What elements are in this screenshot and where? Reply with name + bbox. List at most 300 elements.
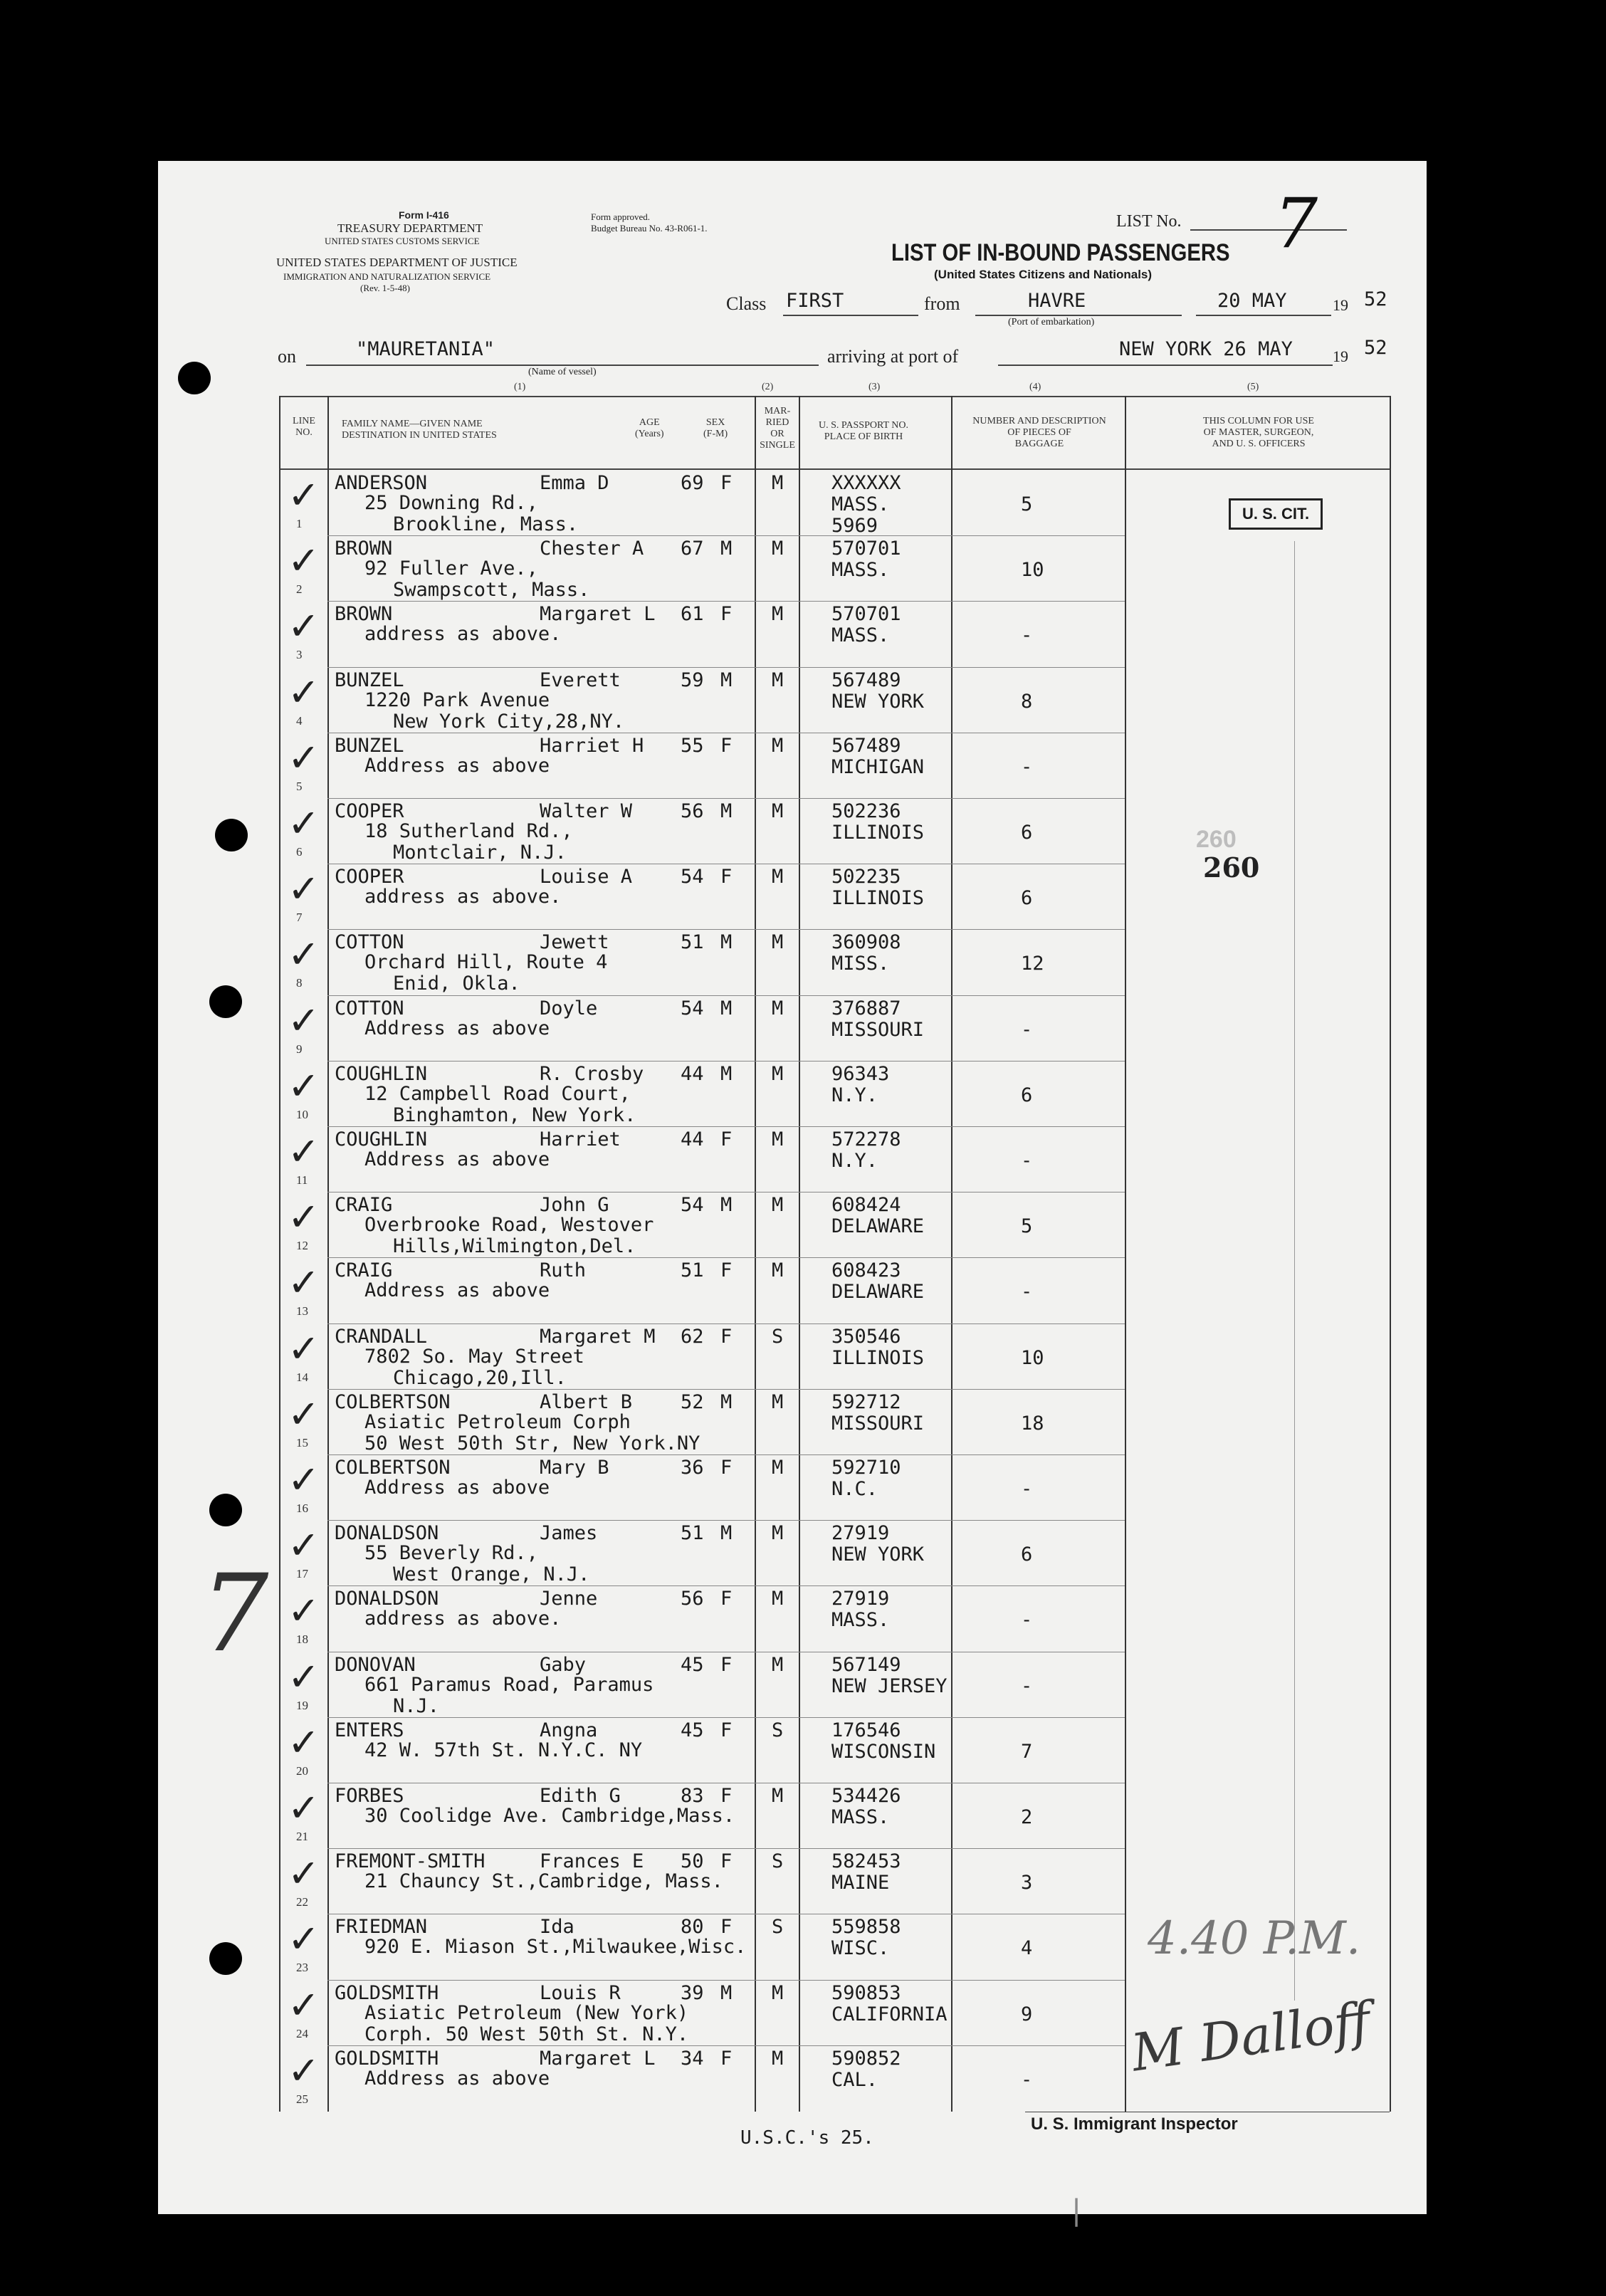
marital-status: M [772, 1194, 784, 1217]
passenger-sex: F [720, 1719, 733, 1741]
passport-birthplace: MICHIGAN [831, 755, 925, 778]
passenger-sex: F [720, 1457, 733, 1479]
passenger-age: 54 [681, 866, 704, 888]
marital-status: S [772, 1916, 784, 1939]
column-number: (3) [868, 382, 881, 392]
baggage-count: 3 [1021, 1872, 1033, 1894]
check-mark: ✓ [288, 866, 320, 912]
class-value: FIRST [786, 290, 844, 312]
line-number: 15 [296, 1435, 308, 1450]
baggage-count: 5 [1021, 493, 1033, 515]
check-mark: ✓ [288, 997, 320, 1043]
passport-birthplace: CALIFORNIA [831, 2003, 948, 2025]
check-mark: ✓ [288, 1523, 320, 1568]
destination-address: 12 Campbell Road Court, [364, 1082, 631, 1105]
passport-birthplace: 590853 [831, 1981, 901, 2004]
passenger-age: 55 [681, 734, 704, 757]
edge-mark: | [1068, 2194, 1086, 2227]
destination-address: Asiatic Petroleum (New York) [364, 2001, 689, 2024]
passport-birthplace: XXXXXX [831, 472, 901, 494]
justice-dept: UNITED STATES DEPARTMENT OF JUSTICE [276, 256, 518, 269]
destination-address: 50 West 50th Str, New York.NY [364, 1432, 700, 1454]
passenger-age: 44 [681, 1128, 704, 1150]
line-number: 23 [296, 1961, 308, 1975]
us-citizen-total: U.S.C.'s 25. [740, 2127, 874, 2149]
marital-status: M [772, 997, 784, 1019]
passenger-age: 69 [681, 472, 704, 494]
passenger-sex: M [720, 800, 733, 822]
passport-birthplace: CAL. [831, 2068, 878, 2091]
marital-status: M [772, 1588, 784, 1610]
us-citizen-stamp: U. S. CIT. [1229, 498, 1323, 530]
passenger-sex: M [720, 1390, 733, 1413]
passport-birthplace: 567149 [831, 1653, 901, 1676]
passenger-age: 59 [681, 669, 704, 691]
passport-birthplace: MISSOURI [831, 1018, 925, 1041]
header-married-single: MAR- RIED OR SINGLE [760, 406, 795, 451]
arrival-port-date: NEW YORK 26 MAY [1119, 338, 1293, 360]
passenger-surname: BUNZEL [335, 669, 404, 691]
passenger-age: 44 [681, 1062, 704, 1085]
passenger-age: 51 [681, 931, 704, 954]
passport-birthplace: 592712 [831, 1390, 901, 1413]
passenger-surname: GOLDSMITH [335, 2047, 439, 2070]
year-prefix: 19 [1333, 347, 1348, 365]
baggage-count: 18 [1021, 1412, 1044, 1435]
check-mark: ✓ [288, 1195, 320, 1240]
passport-birthplace: ILLINOIS [831, 887, 925, 910]
passenger-age: 52 [681, 1390, 704, 1413]
marital-status: M [772, 1062, 784, 1085]
passport-birthplace: N.Y. [831, 1150, 878, 1172]
budget-bureau: Budget Bureau No. 43-R061-1. [591, 223, 708, 234]
check-mark: ✓ [288, 1786, 320, 1830]
on-label: on [278, 346, 296, 367]
from-label: from [924, 293, 960, 314]
passenger-age: 34 [681, 2047, 704, 2070]
line-number: 20 [296, 1763, 308, 1778]
punch-hole [178, 362, 211, 394]
document-subtitle: (United States Citizens and Nationals) [934, 268, 1153, 281]
passenger-surname: BROWN [335, 603, 393, 626]
passenger-age: 50 [681, 1850, 704, 1873]
passport-birthplace: 534426 [831, 1785, 901, 1807]
baggage-count: - [1021, 1281, 1033, 1304]
passenger-age: 56 [681, 1588, 704, 1610]
passenger-sex: M [720, 538, 733, 560]
column-number: (2) [762, 382, 774, 392]
passenger-given-name: Chester A [540, 538, 644, 560]
line-number: 1 [296, 517, 303, 530]
destination-address: Binghamton, New York. [393, 1104, 636, 1126]
passenger-sex: M [720, 1062, 733, 1085]
line-number: 6 [296, 845, 303, 859]
passenger-surname: CRANDALL [335, 1325, 428, 1348]
passport-birthplace: 360908 [831, 931, 901, 954]
passport-birthplace: MASS. [831, 559, 890, 582]
line-number: 3 [296, 648, 303, 662]
column-number: (4) [1029, 382, 1041, 392]
passenger-surname: COTTON [335, 931, 404, 954]
destination-address: 42 W. 57th St. N.Y.C. NY [364, 1739, 643, 1761]
marital-status: M [772, 1653, 784, 1676]
marital-status: M [772, 1522, 784, 1545]
passenger-age: 67 [681, 538, 704, 560]
baggage-count: 10 [1021, 1346, 1044, 1369]
marital-status: M [772, 1785, 784, 1807]
destination-address: address as above. [364, 623, 562, 646]
marital-status: S [772, 1325, 784, 1348]
destination-address: 55 Beverly Rd., [364, 1542, 538, 1565]
passenger-sex: M [720, 1194, 733, 1217]
header-baggage: NUMBER AND DESCRIPTION OF PIECES OF BAGGAGE [972, 416, 1106, 449]
passenger-sex: M [720, 669, 733, 691]
destination-address: address as above. [364, 1608, 562, 1630]
treasury-dept: TREASURY DEPARTMENT [337, 221, 483, 235]
line-number: 19 [296, 1698, 308, 1712]
line-number: 10 [296, 1107, 308, 1121]
passport-birthplace: 5969 [831, 515, 878, 537]
check-mark: ✓ [288, 1588, 320, 1634]
marital-status: S [772, 1719, 784, 1741]
form-revision: (Rev. 1-5-48) [360, 283, 410, 293]
marital-status: M [772, 1390, 784, 1413]
check-mark: ✓ [288, 1719, 320, 1765]
passport-birthplace: 570701 [831, 538, 901, 560]
passenger-surname: ENTERS [335, 1719, 404, 1741]
passenger-given-name: Margaret L [540, 2047, 656, 2070]
check-mark: ✓ [288, 1129, 320, 1174]
passenger-age: 39 [681, 1981, 704, 2004]
vessel-name: "MAURETANIA" [356, 338, 495, 360]
passenger-surname: DONOVAN [335, 1653, 416, 1676]
marital-status: M [772, 734, 784, 757]
passport-birthplace: 502236 [831, 800, 901, 822]
passenger-sex: F [720, 1588, 733, 1610]
marital-status: M [772, 1981, 784, 2004]
destination-address: Orchard Hill, Route 4 [364, 951, 608, 974]
line-number: 18 [296, 1632, 308, 1647]
ins-service: IMMIGRATION AND NATURALIZATION SERVICE [283, 271, 491, 282]
passenger-given-name: Harriet H [540, 734, 644, 757]
baggage-count: 10 [1021, 559, 1044, 582]
destination-address: 25 Downing Rd., [364, 492, 538, 514]
passenger-given-name: Louis R [540, 1981, 621, 2004]
passport-birthplace: 376887 [831, 997, 901, 1019]
destination-address: 92 Fuller Ave., [364, 557, 538, 580]
passenger-given-name: Doyle [540, 997, 598, 1019]
margin-mark: 7 [201, 1552, 269, 1676]
passport-birthplace: 608424 [831, 1194, 901, 1217]
baggage-count: 6 [1021, 1543, 1033, 1566]
passenger-given-name: Everett [540, 669, 621, 691]
passport-birthplace: 570701 [831, 603, 901, 626]
line-number: 25 [296, 2092, 308, 2106]
passport-birthplace: WISCONSIN [831, 1740, 936, 1763]
passenger-given-name: Albert B [540, 1390, 633, 1413]
arriving-label: arriving at port of [827, 346, 959, 367]
passenger-sex: F [720, 2047, 733, 2070]
destination-address: Enid, Okla. [393, 973, 520, 995]
punch-hole [209, 985, 242, 1018]
passenger-surname: COOPER [335, 866, 404, 888]
destination-address: Address as above [364, 1017, 550, 1039]
line-number: 2 [296, 582, 303, 597]
passenger-surname: CRAIG [335, 1194, 393, 1217]
baggage-count: - [1021, 1018, 1033, 1041]
check-mark: ✓ [288, 735, 320, 780]
passenger-sex: M [720, 1981, 733, 2004]
passenger-surname: GOLDSMITH [335, 1981, 439, 2004]
list-number-label: LIST No. [1116, 212, 1182, 231]
check-mark: ✓ [288, 932, 320, 977]
destination-address: Address as above [364, 1279, 550, 1302]
passport-birthplace: 582453 [831, 1850, 901, 1873]
passenger-sex: M [720, 1522, 733, 1545]
destination-address: New York City,28,NY. [393, 710, 625, 733]
passenger-sex: F [720, 1653, 733, 1676]
year-prefix: 19 [1333, 296, 1348, 314]
passenger-surname: COLBERTSON [335, 1457, 451, 1479]
passport-birthplace: DELAWARE [831, 1281, 925, 1304]
passenger-given-name: Ida [540, 1916, 574, 1939]
passport-birthplace: ILLINOIS [831, 1346, 925, 1369]
passport-birthplace: 27919 [831, 1588, 890, 1610]
list-number: 7 [1274, 184, 1318, 263]
passport-birthplace: 567489 [831, 734, 901, 757]
passenger-sex: F [720, 866, 733, 888]
passport-birthplace: 572278 [831, 1128, 901, 1150]
passport-birthplace: 608423 [831, 1259, 901, 1282]
marital-status: M [772, 538, 784, 560]
destination-address: 1220 Park Avenue [364, 688, 550, 711]
embarkation-year: 52 [1364, 288, 1387, 310]
passport-birthplace: MASS. [831, 1609, 890, 1632]
baggage-count: - [1021, 1478, 1033, 1500]
column-number: (5) [1247, 382, 1259, 392]
passenger-given-name: Margaret L [540, 603, 656, 626]
passport-birthplace: 592710 [831, 1457, 901, 1479]
marital-status: M [772, 800, 784, 822]
marital-status: S [772, 1850, 784, 1873]
passenger-surname: DONALDSON [335, 1588, 439, 1610]
marital-status: M [772, 1128, 784, 1150]
line-number: 4 [296, 713, 303, 728]
passport-birthplace: NEW JERSEY [831, 1674, 948, 1697]
passport-birthplace: NEW YORK [831, 1543, 925, 1566]
check-mark: ✓ [288, 1457, 320, 1502]
destination-address: 30 Coolidge Ave. Cambridge,Mass. [364, 1805, 735, 1827]
punch-hole [209, 1494, 242, 1526]
passport-birthplace: WISC. [831, 1937, 890, 1960]
passport-birthplace: MASS. [831, 493, 890, 515]
baggage-count: - [1021, 755, 1033, 778]
baggage-count: - [1021, 1150, 1033, 1172]
destination-address: Overbrooke Road, Westover [364, 1214, 654, 1237]
check-mark: ✓ [288, 1917, 320, 1962]
passport-birthplace: N.C. [831, 1478, 878, 1500]
check-mark: ✓ [288, 538, 320, 584]
passport-birthplace: 502235 [831, 866, 901, 888]
passenger-given-name: Ruth [540, 1259, 587, 1282]
passenger-age: 54 [681, 997, 704, 1019]
destination-address: Montclair, N.J. [393, 842, 567, 864]
baggage-count: - [1021, 2068, 1033, 2091]
baggage-count: - [1021, 1674, 1033, 1697]
destination-address: Corph. 50 West 50th St. N.Y. [364, 2023, 689, 2045]
passenger-sex: F [720, 1785, 733, 1807]
from-value: HAVRE [1028, 290, 1086, 312]
passenger-given-name: R. Crosby [540, 1062, 644, 1085]
form-approved: Form approved. [591, 211, 651, 222]
punch-hole [209, 1942, 242, 1975]
marital-status: M [772, 669, 784, 691]
passport-birthplace: 590852 [831, 2047, 901, 2070]
passenger-given-name: Jenne [540, 1588, 598, 1610]
passport-birthplace: MISS. [831, 953, 890, 975]
line-number: 16 [296, 1501, 308, 1515]
passport-birthplace: MASS. [831, 624, 890, 647]
faint-count: 260 [1196, 826, 1237, 853]
check-mark: ✓ [288, 1260, 320, 1306]
destination-address: Chicago,20,Ill. [393, 1366, 567, 1389]
passport-birthplace: NEW YORK [831, 690, 925, 713]
baggage-count: 12 [1021, 953, 1044, 975]
check-mark: ✓ [288, 2048, 320, 2093]
destination-address: Brookline, Mass. [393, 513, 579, 535]
passport-birthplace: 567489 [831, 669, 901, 691]
baggage-count: 4 [1021, 1937, 1033, 1960]
customs-service: UNITED STATES CUSTOMS SERVICE [325, 236, 480, 246]
passenger-given-name: Jewett [540, 931, 609, 954]
check-mark: ✓ [288, 604, 320, 649]
baggage-count: - [1021, 624, 1033, 647]
passenger-given-name: James [540, 1522, 598, 1545]
header-age: AGE (Years) [635, 417, 664, 439]
passenger-given-name: Emma D [540, 472, 609, 494]
passenger-surname: COUGHLIN [335, 1128, 428, 1150]
destination-address: West Orange, N.J. [393, 1563, 590, 1586]
line-number: 5 [296, 779, 303, 793]
baggage-count: 5 [1021, 1215, 1033, 1238]
passport-birthplace: MASS. [831, 1806, 890, 1828]
check-mark: ✓ [288, 1654, 320, 1699]
baggage-count: 8 [1021, 690, 1033, 713]
line-number: 14 [296, 1370, 308, 1384]
destination-address: N.J. [393, 1694, 440, 1717]
header-line-no: LINE NO. [293, 416, 315, 438]
passenger-sex: F [720, 1850, 733, 1873]
passenger-age: 45 [681, 1719, 704, 1741]
passenger-age: 51 [681, 1259, 704, 1282]
passenger-given-name: Gaby [540, 1653, 587, 1676]
passenger-age: 36 [681, 1457, 704, 1479]
passenger-given-name: Louise A [540, 866, 633, 888]
check-mark: ✓ [288, 1326, 320, 1371]
passport-birthplace: 176546 [831, 1719, 901, 1741]
destination-address: Address as above [364, 754, 550, 777]
passenger-given-name: Margaret M [540, 1325, 656, 1348]
passenger-age: 83 [681, 1785, 704, 1807]
destination-address: Address as above [364, 1148, 550, 1170]
passenger-surname: FRIEDMAN [335, 1916, 428, 1939]
passenger-sex: F [720, 1325, 733, 1348]
line-number: 7 [296, 911, 303, 925]
passenger-age: 61 [681, 603, 704, 626]
passenger-sex: F [720, 1259, 733, 1282]
check-mark: ✓ [288, 1851, 320, 1897]
passport-birthplace: 559858 [831, 1916, 901, 1939]
passenger-given-name: Angna [540, 1719, 598, 1741]
passport-birthplace: MISSOURI [831, 1412, 925, 1435]
passenger-sex: F [720, 603, 733, 626]
passport-birthplace: 96343 [831, 1062, 890, 1085]
passenger-given-name: John G [540, 1194, 609, 1217]
column-number: (1) [514, 382, 526, 392]
line-number: 9 [296, 1042, 303, 1056]
marital-status: M [772, 1259, 784, 1282]
document-title: LIST OF IN-BOUND PASSENGERS [891, 239, 1230, 266]
line-number: 12 [296, 1239, 308, 1253]
line-number: 22 [296, 1895, 308, 1909]
passenger-given-name: Mary B [540, 1457, 609, 1479]
destination-address: 18 Sutherland Rd., [364, 820, 573, 842]
check-mark: ✓ [288, 1391, 320, 1437]
destination-address: 920 E. Miason St.,Milwaukee,Wisc. [364, 1936, 747, 1959]
passport-birthplace: MAINE [831, 1872, 890, 1894]
arrival-year: 52 [1364, 337, 1387, 359]
passenger-surname: FREMONT-SMITH [335, 1850, 486, 1873]
immigrant-inspector-label: U. S. Immigrant Inspector [1031, 2114, 1238, 2134]
marital-status: M [772, 603, 784, 626]
passenger-surname: COOPER [335, 800, 404, 822]
passenger-count: 260 [1203, 851, 1260, 884]
marital-status: M [772, 2047, 784, 2070]
embarkation-date: 20 MAY [1217, 290, 1287, 312]
line-number: 11 [296, 1173, 308, 1187]
passenger-given-name: Walter W [540, 800, 633, 822]
punch-hole [215, 819, 248, 851]
passenger-surname: COLBERTSON [335, 1390, 451, 1413]
passenger-age: 80 [681, 1916, 704, 1939]
header-passport-birthplace: U. S. PASSPORT NO. PLACE OF BIRTH [819, 420, 908, 442]
vessel-label: (Name of vessel) [528, 367, 597, 377]
check-mark: ✓ [288, 1982, 320, 2028]
destination-address: Asiatic Petroleum Corph [364, 1410, 631, 1433]
line-number: 13 [296, 1304, 308, 1319]
baggage-count: 2 [1021, 1806, 1033, 1828]
form-number: Form I-416 [399, 209, 449, 221]
passenger-age: 54 [681, 1194, 704, 1217]
passenger-surname: DONALDSON [335, 1522, 439, 1545]
passenger-age: 56 [681, 800, 704, 822]
baggage-count: 6 [1021, 1084, 1033, 1106]
passenger-surname: BROWN [335, 538, 393, 560]
baggage-count: 6 [1021, 822, 1033, 844]
marital-status: M [772, 866, 784, 888]
baggage-count: 7 [1021, 1740, 1033, 1763]
destination-address: Address as above [364, 1477, 550, 1499]
check-mark: ✓ [288, 669, 320, 715]
baggage-count: 6 [1021, 887, 1033, 910]
marital-status: M [772, 1457, 784, 1479]
destination-address: Address as above [364, 2067, 550, 2090]
passenger-sex: M [720, 931, 733, 954]
baggage-count: - [1021, 1609, 1033, 1632]
marital-status: M [772, 931, 784, 954]
passenger-given-name: Harriet [540, 1128, 621, 1150]
passenger-surname: ANDERSON [335, 472, 428, 494]
